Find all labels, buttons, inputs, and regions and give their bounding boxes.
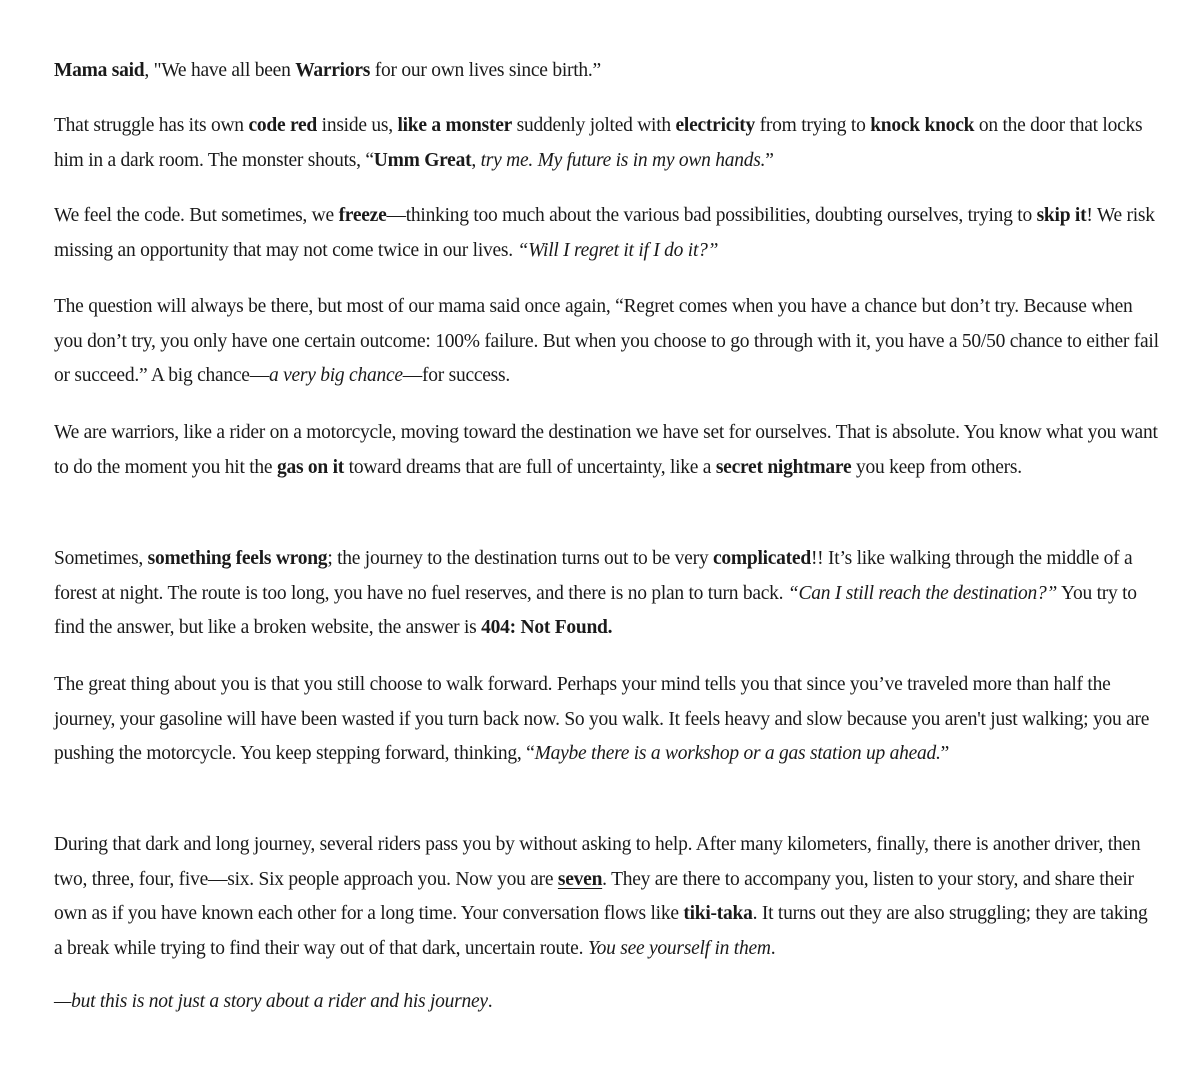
paragraph-walk-forward (54, 668, 1160, 772)
plain-text: During that dark and long journey, several riders pass you by without asking to help. After many kilometers, finally, there is another driver, then two, three, four, five—six. Six people approach you. Now you are (54, 834, 1141, 890)
plain-text: ; the journey to the destination turns out to be very (327, 548, 713, 569)
paragraph-regret (54, 290, 1160, 394)
bold-text: skip it (1036, 205, 1087, 226)
italic-text: Maybe there is a workshop or a gas station up ahead. (534, 743, 941, 764)
plain-text: on the door that locks him in a dark room. The monster shouts, “ (54, 115, 1143, 171)
plain-text: —for success. (402, 365, 510, 386)
bold-text: like a monster (397, 115, 513, 136)
plain-text: You try to find the answer, but like a broken website, the answer is (54, 582, 1137, 638)
plain-text: . (487, 991, 493, 1012)
plain-text: . It turns out they are also struggling; they are taking a break while trying to find their way out of that dark, uncertain route. (54, 903, 1148, 959)
italic-text: a very big chance (268, 365, 403, 386)
plain-text: , (471, 149, 481, 171)
bold-text: Warriors (295, 60, 371, 81)
plain-text: . They are there to accompany you, listen to your story, and share their own as if you have known each other for a long time. Your conversation flows like (54, 868, 1134, 924)
bold-text: tiki-taka (683, 903, 753, 924)
bold-text: gas on it (276, 456, 345, 478)
bold-text: code red (248, 115, 318, 136)
plain-text: ” (940, 743, 950, 764)
bold-text: complicated (712, 548, 811, 569)
bold-underlined-text: seven (557, 868, 603, 890)
bold-text: 404: Not Found. (481, 617, 613, 638)
paragraph-freeze (54, 199, 1160, 268)
bold-text: knock knock (870, 115, 975, 136)
paragraph-closing-line (54, 985, 492, 1020)
plain-text: The great thing about you is that you still choose to walk forward. Perhaps your mind tells you that since you’ve traveled more than half the journey, your gasoline will have been wasted if you turn back now. So you walk. It feels heavy and slow because you aren't just walking; you are pushing the motorcycle. You keep stepping forward, thinking, “ (54, 674, 1150, 764)
paragraph-seven-riders (54, 828, 1160, 966)
plain-text: The question will always be there, but most of our mama said once again, “Regret comes when you have a chance but don’t try. Because when you don’t try, you only have one certain outcome: 100% failure. But when you choose to go through with it, you have a 50/50 chance to either fail or succeed.” A big chance— (54, 296, 1159, 386)
bold-text: secret nightmare (715, 456, 852, 478)
plain-text: inside us, (317, 115, 398, 136)
italic-text: “Will I regret it if I do it?” (517, 239, 719, 261)
italic-text: You see yourself in them (587, 937, 771, 959)
plain-text: Sometimes, (54, 548, 148, 569)
plain-text: , "We have all been (144, 60, 296, 81)
plain-text: !! It’s like walking through the middle of a forest at night. The route is too long, you have no fuel reserves, and there is no plan to turn back. (54, 548, 1133, 604)
plain-text: from trying to (755, 115, 871, 136)
plain-text: toward dreams that are full of uncertainty, like a (344, 456, 716, 478)
italic-text: “Can I still reach the destination?” (787, 582, 1058, 604)
bold-text: Umm Great (373, 149, 472, 171)
plain-text: That struggle has its own (54, 115, 249, 136)
plain-text: ! We risk missing an opportunity that may not come twice in our lives. (54, 205, 1155, 261)
italic-text: —but this is not just a story about a rider and his journey (54, 991, 488, 1012)
plain-text: you keep from others. (851, 456, 1022, 478)
plain-text: We feel the code. But sometimes, we (54, 205, 339, 226)
paragraph-warriors-rider (54, 416, 1160, 485)
italic-text: try me. My future is in my own hands. (480, 149, 766, 171)
paragraph-something-feels-wrong (54, 542, 1160, 646)
plain-text: We are warriors, like a rider on a motorcycle, moving toward the destination we have set for ourselves. That is absolute. You know what you want to do the moment you hit the (54, 422, 1158, 478)
plain-text: for our own lives since birth.” (370, 60, 601, 81)
plain-text: ” (765, 149, 774, 171)
bold-text: freeze (338, 205, 387, 226)
paragraph-mama-said (54, 54, 601, 89)
bold-text: electricity (675, 115, 756, 136)
plain-text: suddenly jolted with (512, 115, 676, 136)
bold-text: Mama said (54, 60, 145, 81)
bold-text: something feels wrong (147, 548, 328, 569)
plain-text: —thinking too much about the various bad possibilities, doubting ourselves, trying to (386, 205, 1037, 226)
paragraph-code-red (54, 109, 1160, 178)
plain-text: . (770, 937, 776, 959)
